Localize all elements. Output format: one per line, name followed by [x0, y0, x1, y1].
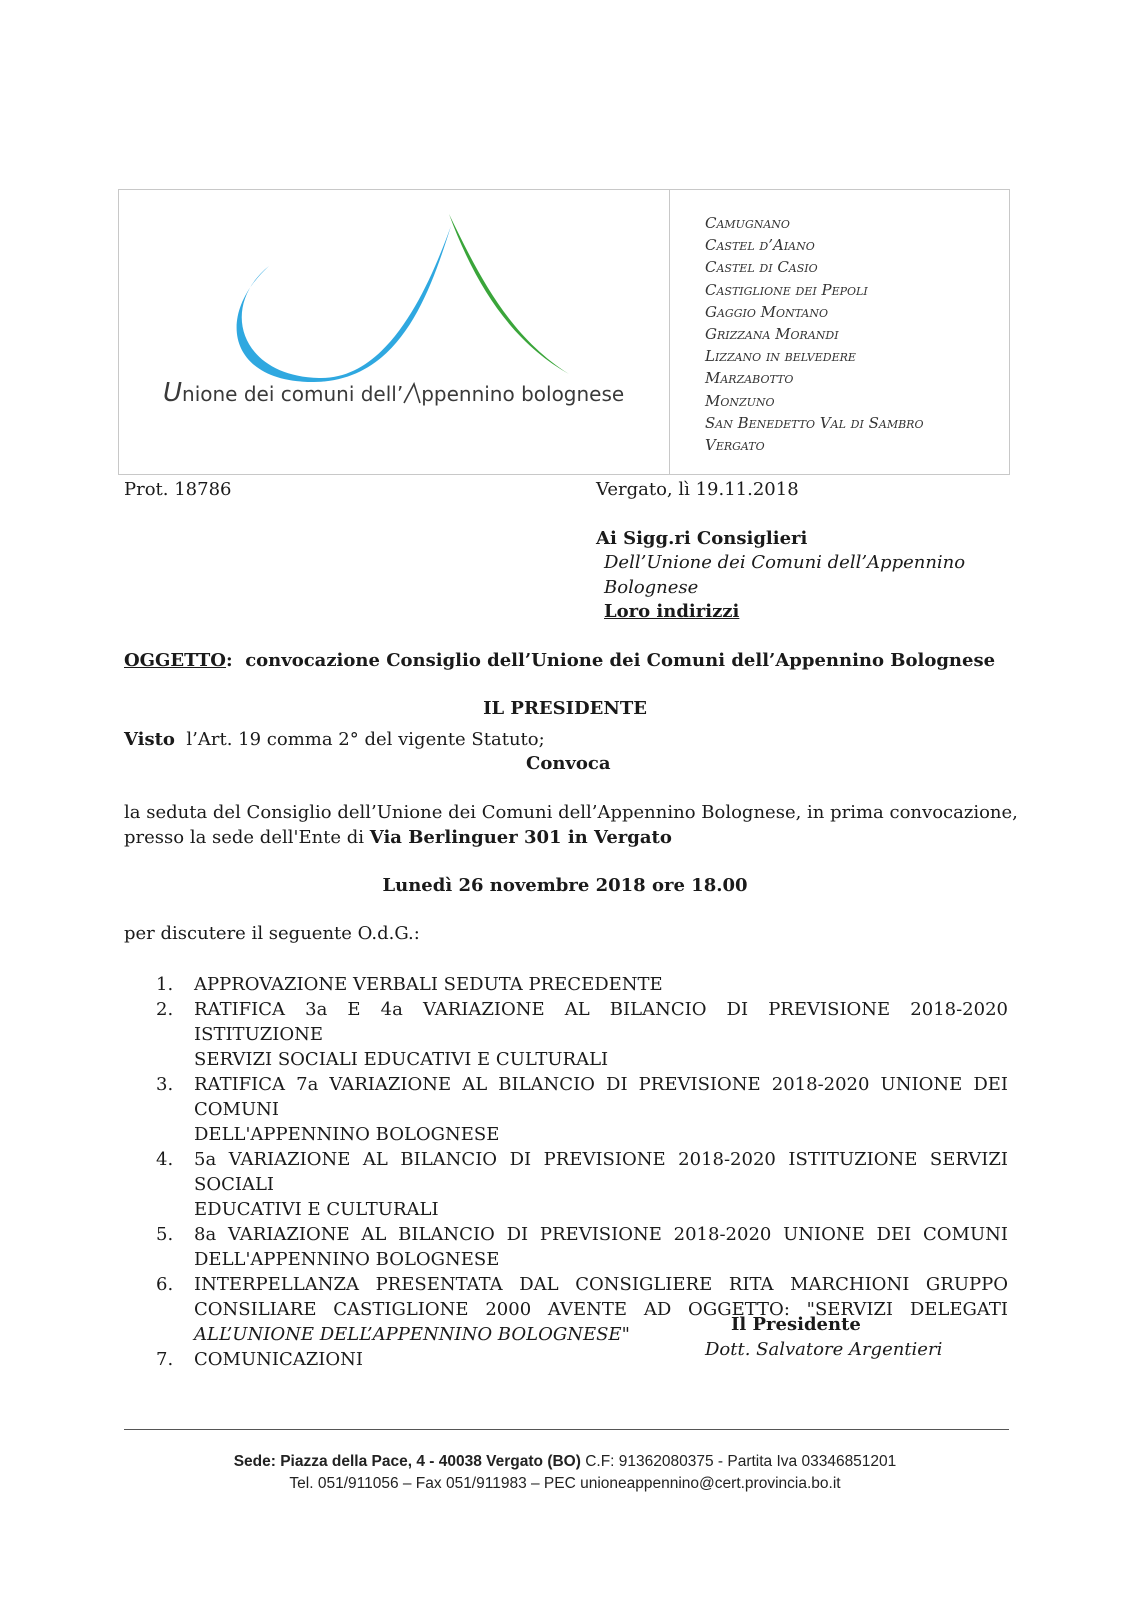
agenda-item	[156, 1272, 1008, 1347]
agenda-item-text: 8a VARIAZIONE AL BILANCIO DI PREVISIONE 2018-2020 UNIONE DEI COMUNI	[194, 1224, 1008, 1245]
municipality-item: Vergato	[705, 436, 765, 455]
agenda-item-number: 5.	[156, 1224, 174, 1245]
agenda-intro: per discutere il seguente O.d.G.:	[124, 923, 420, 944]
subject-label: OGGETTO	[124, 650, 226, 671]
logo-wordmark-mid: nione dei comuni dell’	[182, 382, 404, 406]
municipality-item: Castel di Casio	[705, 258, 818, 277]
agenda-item-text: EDUCATIVI E CULTURALI	[194, 1199, 439, 1220]
footer-contacts: Tel. 051/911056 – Fax 051/911983 – PEC unioneappennino@cert.provincia.bo.it	[289, 1475, 841, 1492]
logo-wordmark-end: ppennino bolognese	[421, 382, 625, 406]
municipalities-list	[705, 212, 923, 456]
municipality-item: Marzabotto	[705, 369, 794, 388]
letterhead-divider	[669, 190, 670, 474]
municipality-item: Camugnano	[705, 214, 790, 232]
agenda-item-number: 3.	[156, 1074, 174, 1095]
agenda-list	[156, 972, 1008, 1372]
meeting-date-time: Lunedì 26 novembre 2018 ore 18.00	[382, 875, 748, 896]
logo-green-stroke	[449, 214, 569, 374]
recipient-line1: Dell’Unione dei Comuni dell’Appennino	[604, 552, 966, 573]
body-line-2-text: presso la sede dell'Ente di	[124, 827, 370, 848]
agenda-item-text: INTERPELLANZA PRESENTATA DAL CONSIGLIERE RITA MARCHIONI GRUPPO	[194, 1274, 1008, 1295]
convoca-heading: Convoca	[526, 753, 611, 774]
agenda-item	[156, 1222, 1008, 1272]
subject-colon: :	[225, 650, 233, 671]
subject-text: convocazione Consiglio dell’Unione dei Comuni dell’Appennino Bolognese	[245, 650, 996, 671]
body-line-1: la seduta del Consiglio dell’Unione dei Comuni dell’Appennino Bolognese, in prima convocazione,	[124, 802, 1018, 823]
recipient-address: Loro indirizzi	[604, 601, 740, 622]
body-line-2	[124, 827, 672, 848]
agenda-item-number: 6.	[156, 1274, 174, 1295]
footer-sede	[0, 1453, 1130, 1471]
logo-blue-arc	[237, 226, 451, 382]
agenda-item	[156, 997, 1008, 1072]
agenda-item-number: 1.	[156, 974, 174, 995]
municipality-item: San Benedetto Val di Sambro	[705, 413, 924, 432]
agenda-item-text: 5a VARIAZIONE AL BILANCIO DI PREVISIONE 2018-2020 ISTITUZIONE SERVIZI SOCIALI	[194, 1149, 1008, 1195]
footer-sede-address: Sede: Piazza della Pace, 4 - 40038 Vergato (BO)	[233, 1453, 581, 1470]
agenda-item-text: DELL'APPENNINO BOLOGNESE	[194, 1124, 500, 1145]
protocol-number: Prot. 18786	[124, 479, 232, 500]
agenda-item	[156, 1072, 1008, 1147]
place-date: Vergato, lì 19.11.2018	[596, 479, 799, 500]
agenda-item-number: 2.	[156, 999, 174, 1020]
recipient-line2: Bolognese	[604, 577, 699, 598]
agenda-item-text: RATIFICA 7a VARIAZIONE AL BILANCIO DI PREVISIONE 2018-2020 UNIONE DEI COMUNI	[194, 1074, 1008, 1120]
logo-letter-u: U	[163, 378, 183, 408]
agenda-item-text: APPROVAZIONE VERBALI SEDUTA PRECEDENTE	[194, 974, 663, 995]
logo-wordmark	[163, 378, 633, 408]
agenda-item-italic-text: ALL’UNIONE DELL’APPENNINO BOLOGNESE	[194, 1324, 622, 1345]
visto-line	[124, 729, 545, 750]
agenda-item	[156, 1147, 1008, 1222]
logo-caret-a-icon	[403, 382, 421, 404]
municipality-item: Grizzana Morandi	[705, 325, 839, 344]
agenda-item-text: SERVIZI SOCIALI EDUCATIVI E CULTURALI	[194, 1049, 609, 1070]
letterhead	[118, 189, 1010, 475]
visto-text: l’Art. 19 comma 2° del vigente Statuto;	[186, 729, 545, 750]
agenda-item-quote: "	[621, 1324, 630, 1345]
footer-divider	[124, 1429, 1009, 1430]
subject-line	[124, 650, 995, 671]
meeting-location: Via Berlinguer 301 in Vergato	[369, 827, 672, 848]
footer-fiscal-codes: C.F: 91362080375 - Partita Iva 03346851201	[580, 1453, 897, 1470]
agenda-item-text: CONSILIARE CASTIGLIONE 2000 AVENTE AD OGGETTO: "SERVIZI DELEGATI	[194, 1299, 1008, 1320]
municipality-item: Lizzano in belvedere	[705, 347, 856, 366]
municipality-item: Castel d’Aiano	[705, 236, 815, 255]
municipality-item: Castiglione dei Pepoli	[705, 280, 868, 299]
union-logo-icon	[159, 206, 599, 396]
signature-name: Dott. Salvatore Argentieri	[705, 1339, 943, 1360]
signature-title: Il Presidente	[731, 1314, 861, 1335]
agenda-item-number: 4.	[156, 1149, 174, 1170]
municipality-item: Monzuno	[705, 391, 775, 410]
agenda-item-number: 7.	[156, 1349, 174, 1370]
agenda-item-text: RATIFICA 3a E 4a VARIAZIONE AL BILANCIO DI PREVISIONE 2018-2020 ISTITUZIONE	[194, 999, 1008, 1045]
agenda-item	[156, 972, 1008, 997]
municipality-item: Gaggio Montano	[705, 302, 828, 321]
recipient-title: Ai Sigg.ri Consiglieri	[596, 528, 808, 549]
agenda-item-text: COMUNICAZIONI	[194, 1349, 363, 1370]
president-heading: IL PRESIDENTE	[483, 698, 647, 719]
visto-label: Visto	[124, 729, 175, 750]
agenda-item-text: DELL'APPENNINO BOLOGNESE	[194, 1249, 500, 1270]
